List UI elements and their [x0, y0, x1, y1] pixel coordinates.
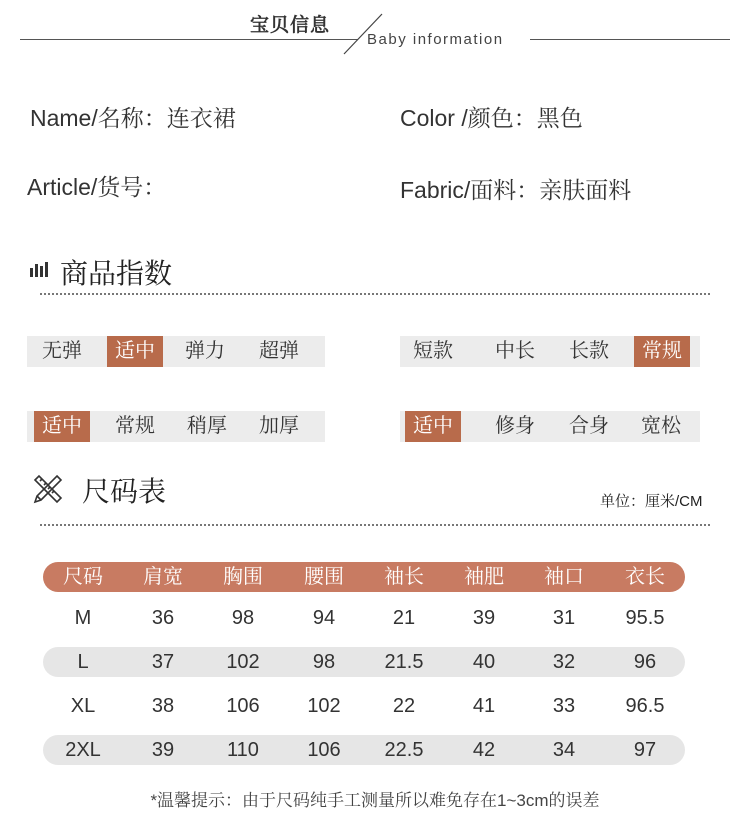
size-table-header [43, 562, 685, 592]
column-header: 袖肥 [464, 566, 504, 588]
option-item: 短款 [413, 340, 453, 362]
table-cell: 32 [552, 651, 576, 673]
table-cell: XL [70, 695, 96, 717]
table-cell: 97 [633, 739, 657, 761]
column-header: 袖长 [384, 566, 424, 588]
section-title-product-index: 商品指数 [60, 258, 173, 289]
option-item: 无弹 [42, 340, 82, 362]
table-cell: 42 [472, 739, 496, 761]
table-cell: 39 [151, 739, 175, 761]
table-cell: 106 [226, 695, 260, 717]
option-item: 修身 [495, 415, 535, 437]
table-cell: 36 [151, 607, 175, 629]
table-cell: 41 [472, 695, 496, 717]
option-item: 加厚 [259, 415, 299, 437]
column-header: 袖口 [544, 566, 584, 588]
option-item: 稍厚 [187, 415, 227, 437]
option-item: 中长 [495, 340, 535, 362]
option-row-elasticity [27, 336, 325, 367]
section-title-product-info: 宝贝信息 [250, 15, 331, 36]
option-item: 弹力 [185, 340, 225, 362]
option-item-selected: 适中 [405, 411, 461, 442]
column-header: 尺码 [63, 566, 103, 588]
ruler-pencil-icon [32, 473, 64, 505]
info-fabric: Fabric/面料：亲肤面料 [400, 177, 632, 203]
table-cell: 39 [472, 607, 496, 629]
table-cell: 22.5 [384, 739, 424, 761]
option-item: 常规 [115, 415, 155, 437]
option-item-selected: 常规 [634, 336, 690, 367]
bar-chart-icon [30, 261, 48, 277]
table-cell: 95.5 [625, 607, 665, 629]
section-title-size-chart: 尺码表 [82, 476, 167, 507]
table-row [43, 735, 685, 765]
table-cell: 21 [392, 607, 416, 629]
option-item: 合身 [569, 415, 609, 437]
table-cell: 94 [312, 607, 336, 629]
table-cell: 2XL [65, 739, 101, 761]
table-cell: 98 [312, 651, 336, 673]
table-cell: 96 [633, 651, 657, 673]
table-cell: 21.5 [384, 651, 424, 673]
table-cell: L [77, 651, 89, 673]
column-header: 胸围 [223, 566, 263, 588]
dotted-divider [40, 524, 710, 526]
table-cell: 102 [307, 695, 341, 717]
table-cell: 34 [552, 739, 576, 761]
header-line-left [20, 39, 358, 40]
table-cell: 37 [151, 651, 175, 673]
info-color: Color /颜色：黑色 [400, 105, 583, 131]
table-cell: 110 [227, 739, 259, 761]
option-row-length [400, 336, 700, 367]
table-cell: 31 [552, 607, 576, 629]
option-row-fit [400, 411, 700, 442]
table-cell: 40 [472, 651, 496, 673]
table-cell: 38 [151, 695, 175, 717]
option-item-selected: 适中 [34, 411, 90, 442]
option-item: 长款 [569, 340, 609, 362]
table-row [43, 691, 685, 721]
measurement-note: *温馨提示：由于尺码纯手工测量所以难免存在1~3cm的误差 [150, 791, 600, 810]
table-row [43, 647, 685, 677]
header-line-right [530, 39, 730, 40]
unit-label: 单位：厘米/CM [600, 493, 703, 510]
option-item: 宽松 [641, 415, 681, 437]
dotted-divider [40, 293, 710, 295]
table-cell: M [74, 607, 92, 629]
option-row-thickness [27, 411, 325, 442]
info-article: Article/货号： [27, 174, 167, 200]
info-name: Name/名称：连衣裙 [30, 105, 236, 131]
column-header: 衣长 [625, 566, 665, 588]
option-item: 超弹 [259, 340, 299, 362]
table-cell: 33 [552, 695, 576, 717]
column-header: 腰围 [304, 566, 344, 588]
column-header: 肩宽 [143, 566, 183, 588]
table-cell: 22 [392, 695, 416, 717]
table-cell: 98 [231, 607, 255, 629]
section-subtitle-product-info: Baby information [367, 31, 504, 48]
table-cell: 102 [226, 651, 260, 673]
table-row [43, 603, 685, 633]
option-item-selected: 适中 [107, 336, 163, 367]
table-cell: 96.5 [625, 695, 665, 717]
table-cell: 106 [307, 739, 341, 761]
